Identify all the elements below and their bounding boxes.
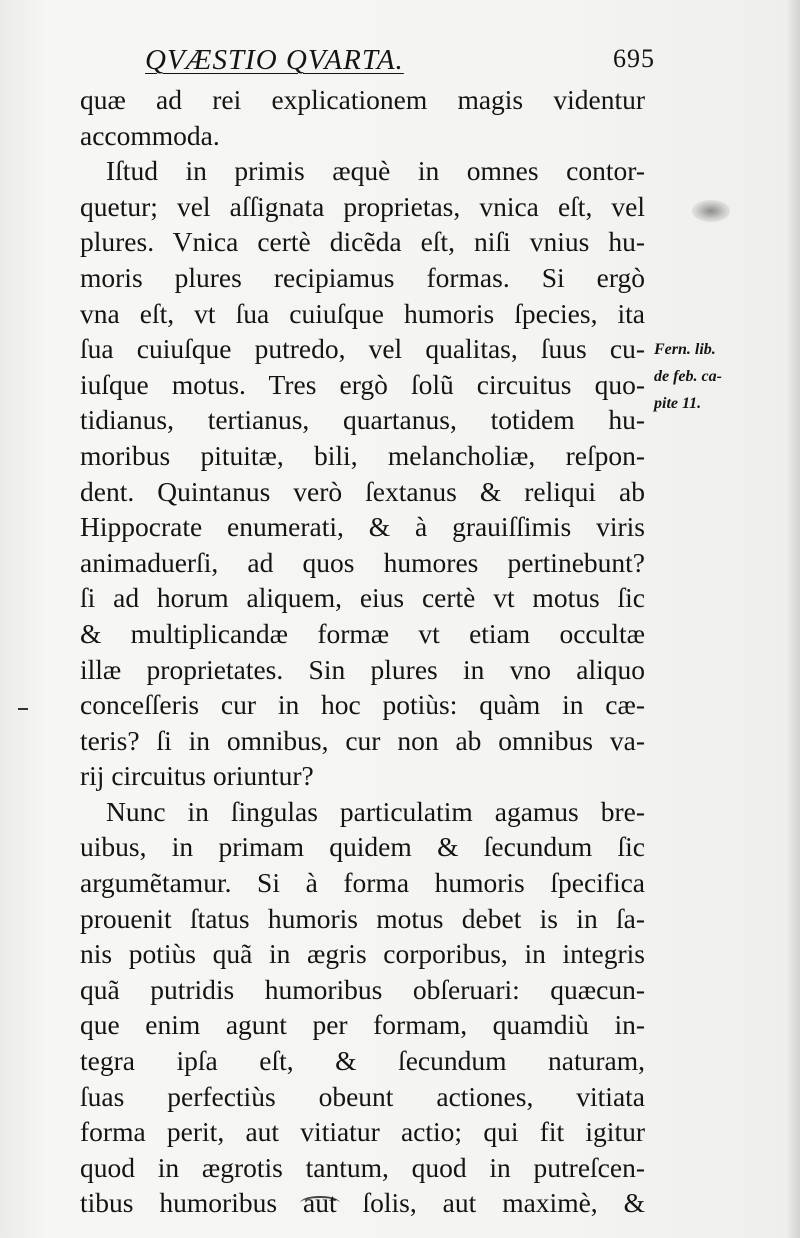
text-line: rij circuitus oriuntur? <box>80 760 314 792</box>
text-line: illæ proprietates. Sin plures in vno aliquo <box>80 653 645 685</box>
text-line: tegra ipſa eſt, & ſecundum naturam, <box>80 1045 645 1077</box>
marginal-note <box>654 336 774 417</box>
text-line: quetur; vel aſſignata proprietas, vnica eſt, vel <box>80 190 645 222</box>
main-text <box>80 82 645 1221</box>
text-line: moribus pituitæ, bili, melancholiæ, reſpon- <box>80 439 645 471</box>
ink-smudge <box>692 200 730 222</box>
text-line: nis potiùs quã in ægris corporibus, in integris <box>80 938 645 970</box>
text-line: animaduerſi, ad quos humores pertinebunt? <box>80 546 645 578</box>
marginal-note-line: de feb. ca- <box>654 368 722 385</box>
text-line: ſi ad horum aliquem, eius certè vt motus ſic <box>80 582 645 614</box>
text-line: uibus, in primam quidem & ſecundum ſic <box>80 831 645 863</box>
text-line: accommoda. <box>80 119 220 151</box>
text-line: vna eſt, vt ſua cuiuſque humoris ſpecies, ita <box>80 297 645 329</box>
text-line: teris? ſi in omnibus, cur non ab omnibus va- <box>80 724 645 756</box>
text-line: Nunc in ſingulas particulatim agamus bre- <box>106 795 645 827</box>
text-line: iuſque motus. Tres ergò ſolũ circuitus quo- <box>80 368 645 400</box>
text-line: quæ ad rei explicationem magis videntur <box>80 84 645 115</box>
text-line: Hippocrate enumerati, & à grauiſſimis viris <box>80 511 645 543</box>
marginal-note-line: Fern. lib. <box>654 341 716 358</box>
text-line: ſua cuiuſque putredo, vel qualitas, ſuus cu- <box>80 333 645 365</box>
text-line: ſuas perfectiùs obeunt actiones, vitiata <box>80 1080 645 1112</box>
text-line: Iſtud in primis æquè in omnes contor- <box>106 155 645 187</box>
text-line: quã putridis humoribus obſeruari: quæcun- <box>80 973 645 1005</box>
text-line: forma perit, aut vitiatur actio; qui fit igitur <box>80 1116 645 1148</box>
page-header <box>145 44 655 84</box>
margin-mark <box>18 708 28 710</box>
text-line: que enim agunt per formam, quamdiù in- <box>80 1009 645 1041</box>
marginal-note-line: pite 11. <box>654 395 702 412</box>
text-line: & multiplicandæ formæ vt etiam occultæ <box>80 617 645 649</box>
text-line: prouenit ſtatus humoris motus debet is in ſa- <box>80 902 645 934</box>
text-line: conceſſeris cur in hoc potiùs: quàm in cæ- <box>80 689 645 721</box>
text-line: dent. Quintanus verò ſextanus & reliqui ab <box>80 475 645 507</box>
text-line: quod in ægrotis tantum, quod in putreſcen- <box>80 1151 645 1183</box>
text-line: plures. Vnica certè dicẽda eſt, niſi vnius hu- <box>80 226 645 258</box>
page-number: 695 <box>613 44 655 73</box>
text-line: tibus humoribus aut ſolis, aut maximè, & <box>80 1187 645 1219</box>
text-line: argumẽtamur. Si à forma humoris ſpecifica <box>80 867 645 899</box>
page-edge-shadow <box>786 0 800 1238</box>
text-line: tidianus, tertianus, quartanus, totidem hu- <box>80 404 645 436</box>
text-line: moris plures recipiamus formas. Si ergò <box>80 261 645 293</box>
running-title: QVÆSTIO QVARTA. <box>145 44 404 76</box>
